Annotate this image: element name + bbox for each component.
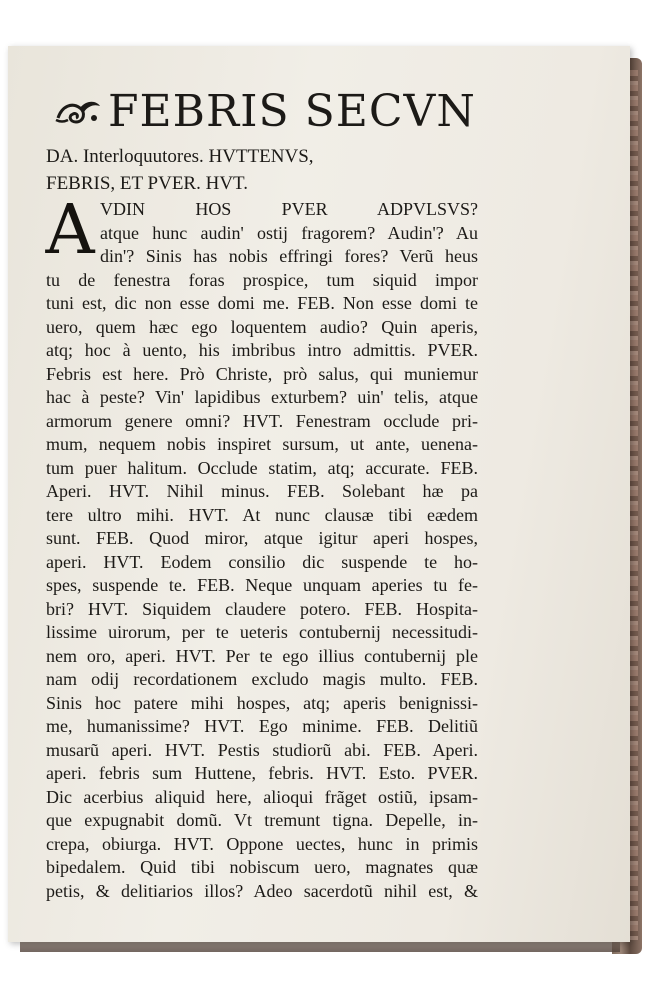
text-line: tu de fenestra foras prospice, tum siquid impor — [46, 269, 478, 290]
text-line: armorum genere omni? HVT. Fenestram occlude pri- — [46, 410, 478, 431]
page-title: FEBRIS SECVN — [108, 86, 476, 137]
subtitle-line-2: FEBRIS, ET PVER. HVT. — [46, 173, 248, 194]
text-line: me, humanissime? HVT. Ego minime. FEB. Delitiũ — [46, 716, 478, 736]
text-line: spes, suspende te. FEB. Neque unquam aperies tu fe- — [46, 575, 478, 595]
text-line: Febris est here. Prò Christe, prò salus, qui muniemur — [46, 363, 478, 384]
text-line: hac à peste? Vin' lapidibus exturbem? uin' telis, atque — [46, 387, 478, 407]
text-line: atq; hoc à uento, his imbribus intro admittis. PVER. — [46, 340, 478, 360]
text-line: VDIN HOS PVER ADPVLSVS? — [100, 199, 478, 219]
body-text — [45, 191, 478, 903]
text-line: Aperi. HVT. Nihil minus. FEB. Solebant hæ pa — [46, 481, 478, 501]
text-line: crepa, obiurga. HVT. Oppone uectes, hunc in primis — [46, 833, 478, 854]
text-line: sunt. FEB. Quod miror, atque igitur aperi hospes, — [46, 528, 478, 548]
fleuron-ornament-icon — [54, 92, 102, 132]
text-line: atque hunc audin' ostij fragorem? Audin'? Au — [100, 222, 478, 243]
text-line: aperi. febris sum Huttene, febris. HVT. Esto. PVER. — [46, 763, 478, 783]
text-line: Dic acerbius aliquid here, alioqui frãget ostiũ, ipsam- — [46, 786, 478, 807]
text-line: musarũ aperi. HVT. Pestis studiorũ abi. FEB. Aperi. — [46, 739, 478, 760]
text-line: mum, nequem nobis inspiret sursum, ut ante, uenena- — [46, 434, 478, 454]
chapter-heading — [54, 82, 484, 142]
text-line: lissime uirorum, per te ueteris contubernij necessitudi- — [46, 622, 478, 642]
drop-cap: A — [45, 191, 95, 270]
text-line: din'? Sinis has nobis effringi fores? Verũ heus — [100, 246, 478, 266]
text-line: Sinis hoc patere mihi hospes, atq; aperis benignissi- — [46, 692, 478, 713]
text-line: petis, & delitiarios illos? Adeo sacerdotũ nihil est, & — [46, 880, 478, 901]
text-line: bri? HVT. Siquidem claudere potero. FEB. Hospita- — [46, 598, 478, 619]
text-line: nam odij recordationem excludo magis multo. FEB. — [46, 669, 478, 689]
text-line: aperi. HVT. Eodem consilio dic suspende te ho- — [46, 551, 478, 572]
text-line: nem oro, aperi. HVT. Per te ego illius contubernij ple — [46, 645, 478, 666]
text-line: bipedalem. Quid tibi nobiscum uero, magnates quæ — [46, 857, 478, 877]
text-line: tum puer halitum. Occlude statim, atq; accurate. FEB. — [46, 457, 478, 478]
text-line: tere ultro mihi. HVT. At nunc clausæ tibi eædem — [46, 504, 478, 525]
text-line: tuni est, dic non esse domi me. FEB. Non esse domi te — [46, 293, 478, 313]
text-line: que expugnabit domũ. Vt tremunt tigna. Depelle, in- — [46, 810, 478, 830]
subtitle-line-1: DA. Interloquutores. HVTTENVS, — [46, 146, 314, 167]
text-line: uero, quem hæc ego loquentem audio? Quin aperis, — [46, 316, 478, 337]
